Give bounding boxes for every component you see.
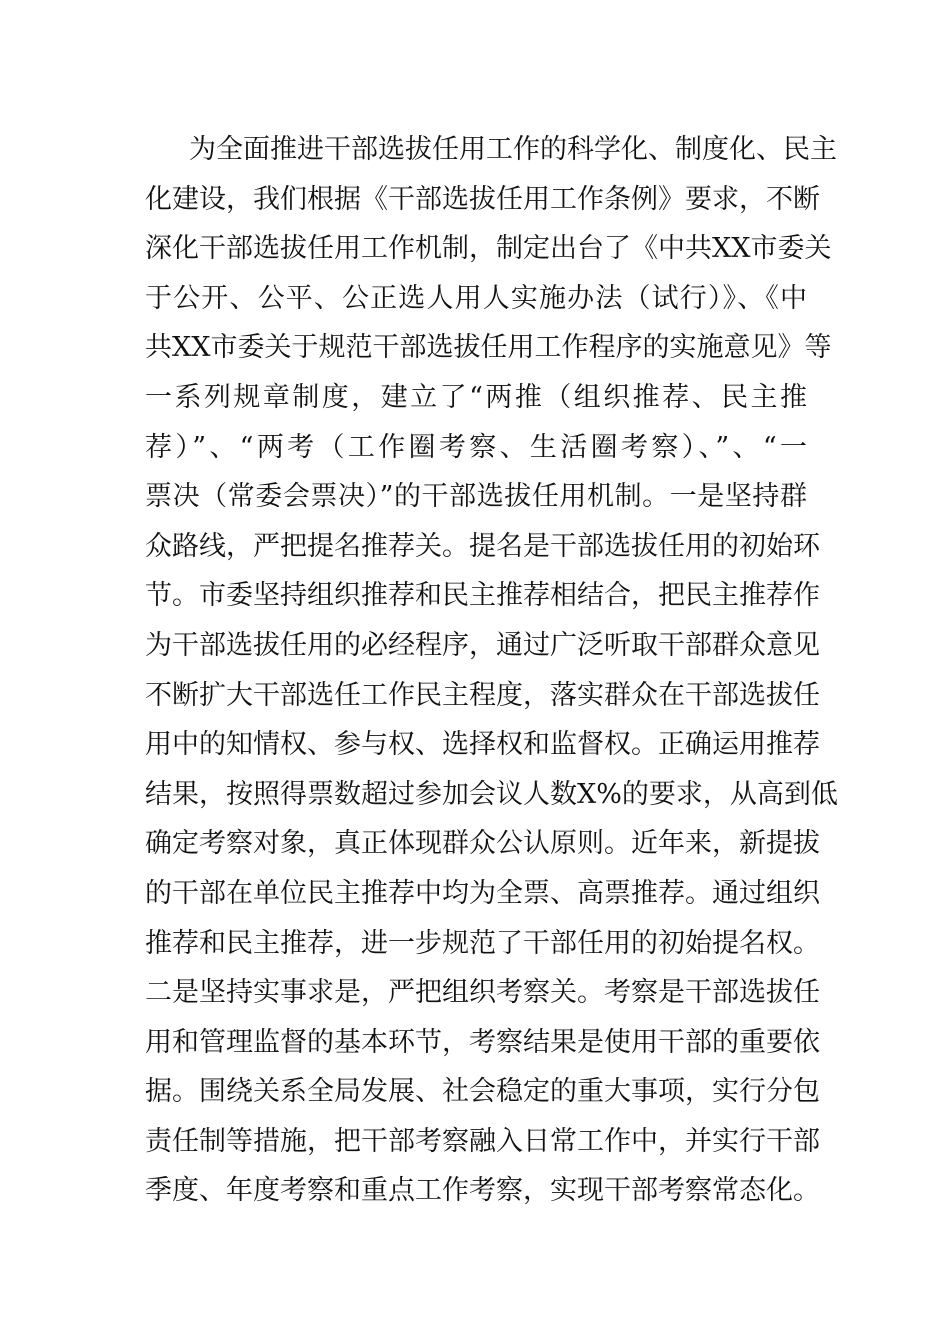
paragraph-line: 深化干部选拔任用工作机制，制定出台了《中共XX市委关: [145, 233, 832, 265]
paragraph-line: 荐）”、“两考（工作圈考察、生活圈考察）、”、“一: [145, 431, 807, 463]
paragraph-line: 为干部选拔任用的必经程序，通过广泛听取干部群众意见: [145, 629, 820, 661]
paragraph-line: 二是坚持实事求是，严把组织考察关。考察是干部选拔任: [145, 977, 820, 1009]
paragraph-line: 用和管理监督的基本环节，考察结果是使用干部的重要依: [145, 1026, 820, 1058]
paragraph-line: 一系列规章制度，建立了“两推（组织推荐、民主推: [145, 381, 807, 413]
paragraph-line: 的干部在单位民主推荐中均为全票、高票推荐。通过组织: [145, 877, 820, 909]
paragraph-line: 众路线，严把提名推荐关。提名是干部选拔任用的初始环: [145, 530, 820, 562]
paragraph-line: 推荐和民主推荐，进一步规范了干部任用的初始提名权。: [145, 927, 820, 959]
paragraph-line: 用中的知情权、参与权、选择权和监督权。正确运用推荐: [145, 729, 820, 761]
paragraph-line: 确定考察对象，真正体现群众公认原则。近年来，新提拔: [145, 828, 820, 860]
paragraph-line: 为全面推进干部选拔任用工作的科学化、制度化、民主: [189, 134, 837, 165]
paragraph-line: 季度、年度考察和重点工作考察，实现干部考察常态化。: [145, 1175, 820, 1207]
paragraph-line: 节。市委坚持组织推荐和民主推荐相结合，把民主推荐作: [145, 580, 820, 612]
paragraph-line: 责任制等措施，把干部考察融入日常工作中，并实行干部: [145, 1125, 820, 1157]
paragraph-line: 结果，按照得票数超过参加会议人数X%的要求，从高到低: [145, 778, 838, 810]
paragraph-line: 票决（常委会票决）”的干部选拔任用机制。一是坚持群: [145, 481, 807, 513]
paragraph-line: 共XX市委关于规范干部选拔任用工作程序的实施意见》等: [145, 332, 832, 364]
paragraph-line: 化建设，我们根据《干部选拔任用工作条例》要求，不断: [145, 183, 820, 215]
paragraph-line: 于公开、公平、公正选人用人实施办法（试行）》、《中: [145, 282, 807, 314]
body-paragraph: [145, 125, 838, 1216]
paragraph-line: 据。围绕关系全局发展、社会稳定的重大事项，实行分包: [145, 1076, 820, 1108]
paragraph-line: 不断扩大干部选任工作民主程度，落实群众在干部选拔任: [145, 679, 820, 711]
